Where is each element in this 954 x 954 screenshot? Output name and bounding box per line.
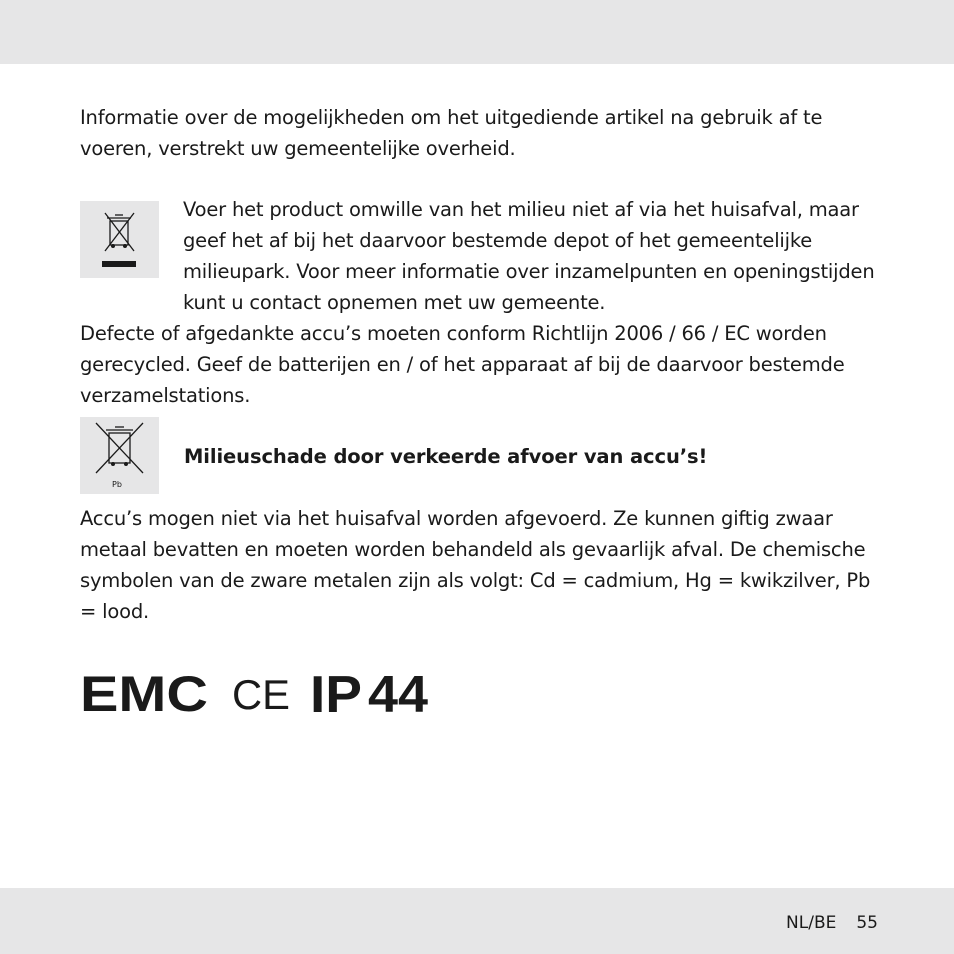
- certification-marks: [80, 668, 440, 718]
- product-disposal-paragraph: Voer het product omwille van het milieu niet af via het huisafval, maar geef het af bij het daarvoor bestemde depot of het gemeentelijke milieupark. Voor meer informatie over inzamelpunten en openingstijden kunt u contact opnemen met uw gemeente.: [183, 198, 875, 314]
- ip-code: 44: [368, 668, 429, 718]
- battery-bin-label: Pb: [112, 480, 122, 489]
- page-number: 55: [856, 913, 878, 933]
- page-footer: [786, 911, 878, 935]
- crossed-out-battery-bin-icon: [80, 417, 159, 494]
- warning-heading: Milieuschade door verkeerde afvoer van accu’s!: [184, 445, 708, 468]
- ip-prefix: IP: [310, 668, 362, 718]
- header-band: [0, 0, 954, 64]
- footer-locale: NL/BE: [786, 913, 837, 933]
- ce-mark: CE: [232, 671, 290, 718]
- heavy-metals-paragraph: Accu’s mogen niet via het huisafval worden afgevoerd. Ze kunnen giftig zwaar metaal bevatten en moeten worden behandeld als gevaarlijk afval. De chemische symbolen van de zware metalen zijn als volgt: Cd = cadmium, Hg = kwikzilver, Pb = lood.: [80, 507, 871, 623]
- battery-directive-paragraph: Defecte of afgedankte accu’s moeten conform Richtlijn 2006 / 66 / EC worden gerecycled. Geef de batterijen en / of het apparaat af bij de daarvoor bestemde verzamelstations.: [80, 322, 845, 407]
- crossed-out-bin-icon: [80, 201, 159, 278]
- disposal-info-paragraph: Informatie over de mogelijkheden om het uitgediende artikel na gebruik af te voeren, verstrekt uw gemeentelijke overheid.: [80, 106, 823, 160]
- weee-symbol: [80, 201, 159, 278]
- battery-weee-symbol: [80, 417, 159, 494]
- emc-mark: EMC: [80, 668, 208, 718]
